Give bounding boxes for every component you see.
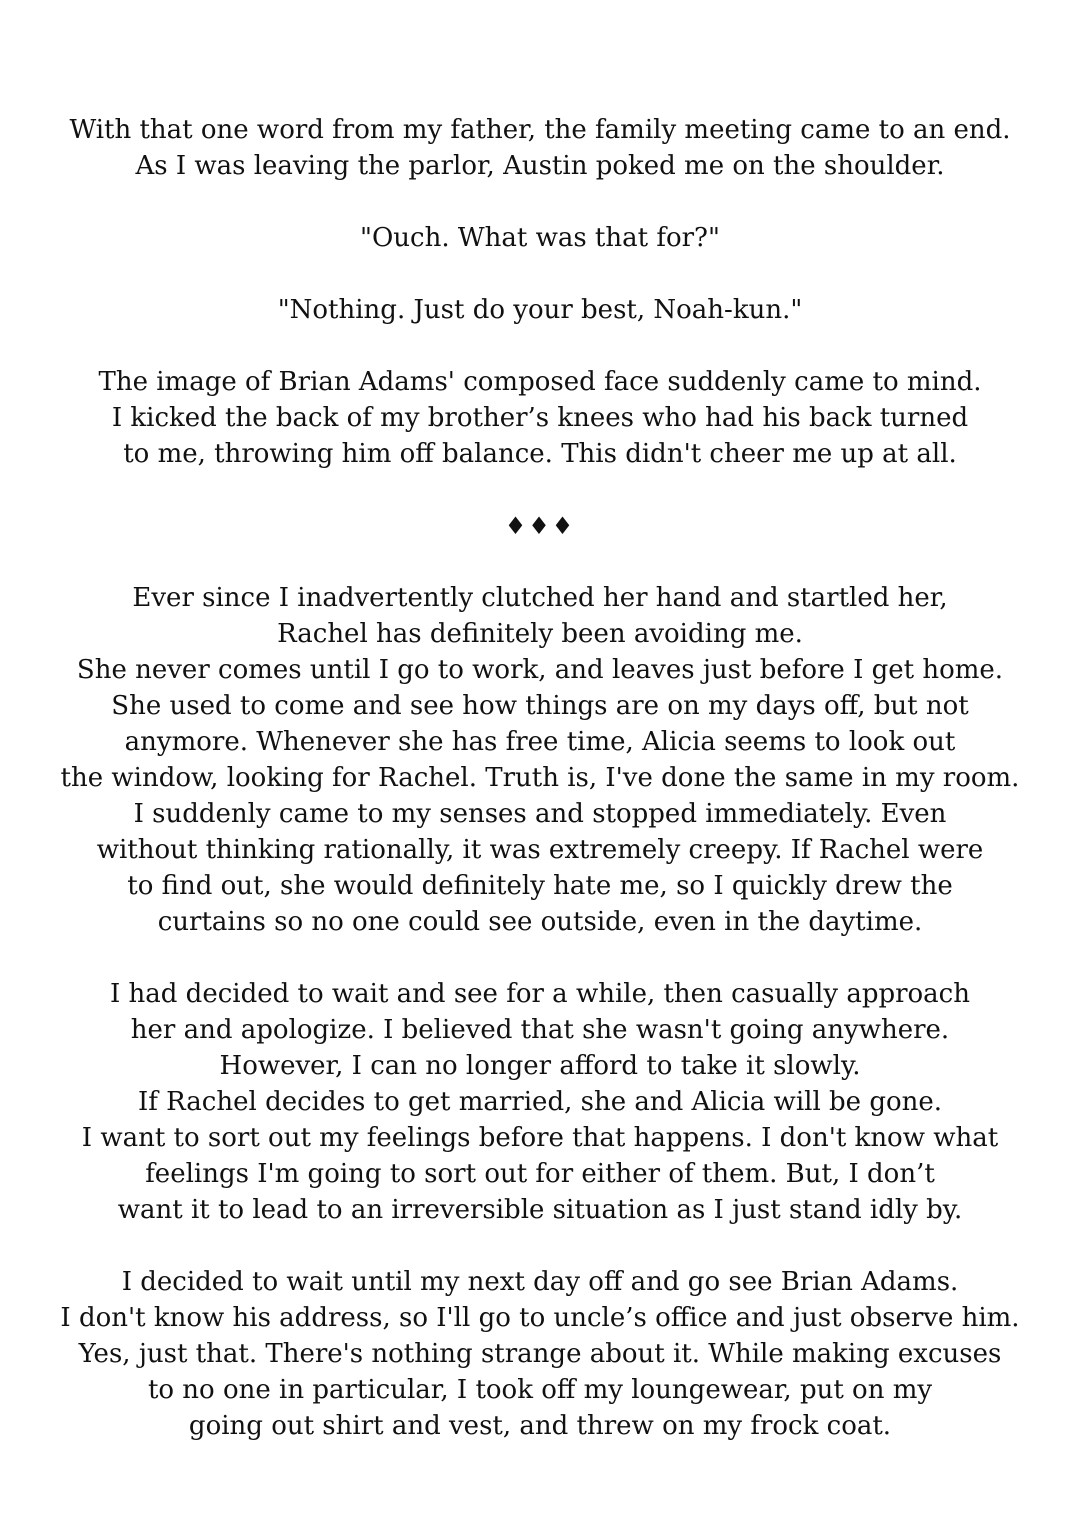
text-line: Rachel has definitely been avoiding me. [277,619,803,649]
text-line: the window, looking for Rachel. Truth is, I've done the same in my room. [60,763,1020,793]
text-line: feelings I'm going to sort out for either of them. But, I don’t [145,1159,935,1189]
text-line: to no one in particular, I took off my loungewear, put on my [147,1375,933,1405]
text-line: to find out, she would definitely hate me, so I quickly drew the [127,871,953,901]
text-line: I want to sort out my feelings before that happens. I don't know what [81,1123,999,1153]
text-line: anymore. Whenever she has free time, Alicia seems to look out [124,727,956,757]
text-line: I suddenly came to my senses and stopped immediately. Even [133,799,947,829]
paragraph [0,112,1080,184]
text-line: curtains so no one could see outside, even in the daytime. [157,907,923,937]
paragraph [0,1264,1080,1444]
text-section-after-divider [0,580,1080,1444]
text-line: She never comes until I go to work, and leaves just before I get home. [76,655,1004,685]
paragraph [0,364,1080,472]
text-line: Ever since I inadvertently clutched her hand and startled her, [132,583,948,613]
paragraph [0,292,1080,328]
text-line: However, I can no longer afford to take it slowly. [219,1051,861,1081]
text-section-before-divider [0,112,1080,472]
paragraph [0,580,1080,940]
text-line: "Ouch. What was that for?" [360,223,720,253]
text-line: "Nothing. Just do your best, Noah-kun." [277,295,803,325]
text-line: going out shirt and vest, and threw on my frock coat. [188,1411,892,1441]
text-line: to me, throwing him off balance. This didn't cheer me up at all. [123,439,957,469]
text-line: As I was leaving the parlor, Austin poked me on the shoulder. [135,151,945,181]
paragraph [0,220,1080,256]
document-page [0,112,1080,1480]
text-line: Yes, just that. There's nothing strange about it. While making excuses [78,1339,1002,1369]
text-line: I kicked the back of my brother’s knees who had his back turned [111,403,969,433]
text-line: If Rachel decides to get married, she and Alicia will be gone. [137,1087,943,1117]
text-line: She used to come and see how things are on my days off, but not [111,691,969,721]
text-line: I don't know his address, so I'll go to uncle’s office and just observe him. [60,1303,1020,1333]
text-line: The image of Brian Adams' composed face suddenly came to mind. [98,367,982,397]
paragraph [0,976,1080,1228]
text-line: I decided to wait until my next day off and go see Brian Adams. [121,1267,959,1297]
text-line: without thinking rationally, it was extremely creepy. If Rachel were [96,835,984,865]
text-line: With that one word from my father, the family meeting came to an end. [69,115,1011,145]
text-line: her and apologize. I believed that she wasn't going anywhere. [130,1015,950,1045]
text-line: I had decided to wait and see for a while, then casually approach [109,979,970,1009]
text-line: want it to lead to an irreversible situation as I just stand idly by. [117,1195,963,1225]
scene-break-divider: ♦♦♦ [504,512,576,540]
